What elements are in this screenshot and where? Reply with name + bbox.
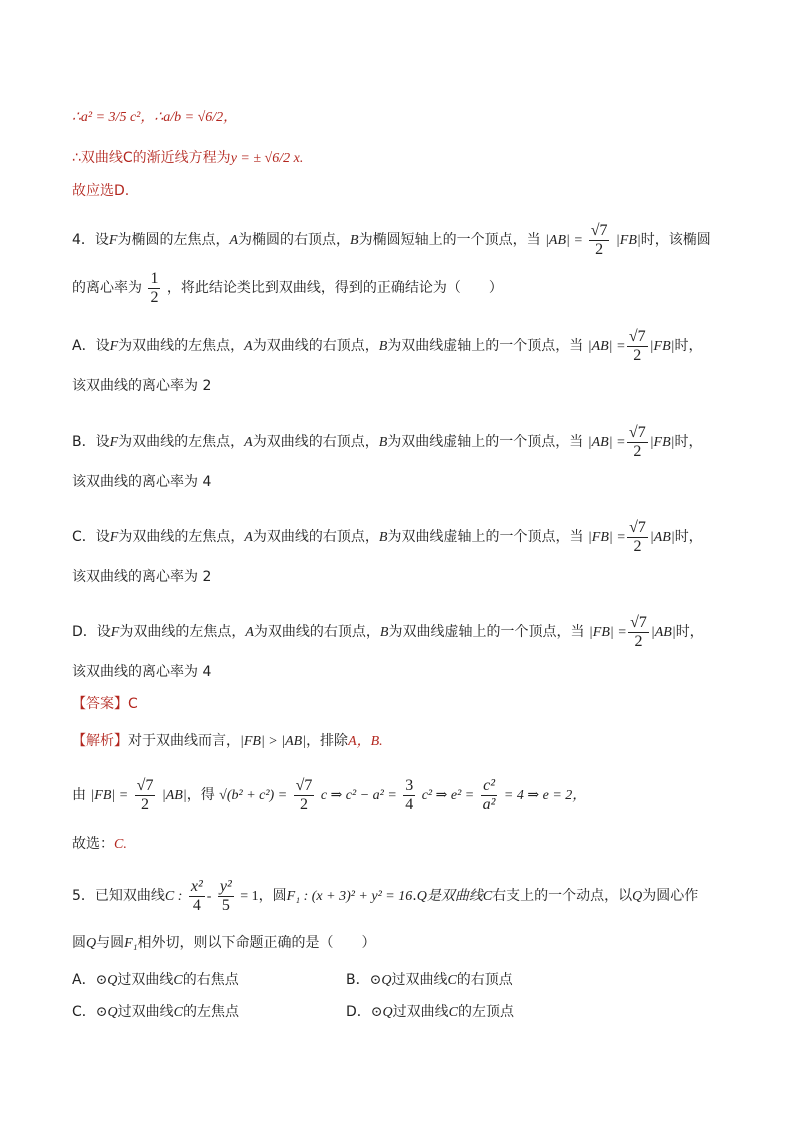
option-rhs: |FB| [649, 435, 675, 451]
q5-option-d[interactable] [346, 1002, 514, 1023]
q4-option-a-conclusion: 该双曲线的离心率为 2 [72, 378, 212, 394]
option-text: 过双曲线 [117, 972, 174, 988]
q4-stem-text: 为椭圆短轴上的一个顶点，当 [358, 232, 541, 249]
derive-lhs: |FB| = [90, 788, 129, 804]
option-label: B．设 [72, 434, 110, 451]
option-var-f: F [109, 530, 119, 546]
option-fraction-den: 2 [633, 442, 642, 460]
analysis-exclude-items: A，B. [348, 734, 383, 749]
option-fraction-num: √7 [629, 519, 646, 536]
q5-circle-eq: F₁ : (x + 3)² + y² = 16 [286, 889, 413, 905]
option-lhs: |AB| [587, 435, 613, 451]
option-fraction-den: 2 [633, 346, 642, 364]
option-rhs: |AB| [649, 530, 675, 546]
q4-option-c[interactable] [72, 519, 703, 555]
prev-solution-line2 [72, 148, 303, 169]
q4-derivation [72, 777, 586, 813]
option-fraction [627, 424, 648, 460]
q4-abs-fb: |FB| [615, 233, 641, 249]
q5-frac-x-num: x² [190, 878, 203, 895]
analysis-label: 【解析】 [72, 733, 128, 749]
q4-stem-text: ，将此结论类比到双曲线，得到的正确结论为（ ） [166, 280, 503, 297]
derive-frac3-num: 3 [405, 777, 414, 794]
option-fraction-num: √7 [628, 328, 646, 345]
q4-option-d[interactable] [72, 614, 704, 650]
q4-stem-line2 [72, 270, 503, 306]
q5-stem-text: Q是双曲线 [416, 889, 483, 905]
q5-var-c: C [482, 889, 493, 905]
option-tail: 时， [674, 529, 703, 546]
derive-get: ，得 [186, 787, 215, 804]
option-var-b: B [378, 530, 388, 546]
q4-stem-line1 [72, 222, 711, 258]
option-rhs: |FB| [649, 339, 675, 355]
derive-c2: c² ⇒ e² = [421, 788, 475, 804]
option-text: 过双曲线 [117, 1004, 174, 1020]
q4-number: 4．设 [72, 232, 109, 249]
option-label: D． [346, 1004, 371, 1020]
q5-option-b[interactable] [346, 970, 513, 991]
q5-stem-line2 [72, 933, 376, 954]
q4-half-num: 1 [150, 270, 159, 287]
conclusion-value: C. [114, 837, 127, 852]
option-fraction-num: √7 [628, 424, 646, 441]
option-text: 为双曲线的右顶点， [252, 529, 379, 546]
conclusion-label: 故选： [72, 836, 114, 852]
q5-minus: - [206, 889, 212, 905]
option-text: 为双曲线的左焦点， [118, 529, 245, 546]
option-text: 的右顶点 [456, 972, 513, 988]
prev-solution-line3: 故应选D. [72, 183, 130, 199]
q5-frac-y-den: 5 [221, 896, 230, 914]
option-var-b: B [378, 435, 388, 451]
derive-frac1-num: √7 [136, 777, 154, 794]
option-equals: = [618, 625, 627, 641]
option-fraction-den: 2 [633, 537, 642, 555]
q5-var-f1: F₁ [124, 936, 138, 951]
q5-option-c[interactable] [72, 1002, 239, 1023]
analysis-exclude: ，排除 [306, 733, 349, 749]
q5-stem-text: 右支上的一个动点，以 [492, 888, 633, 905]
option-var-c: C [448, 1005, 458, 1020]
prev-solution-asymptote-text: ∴双曲线C的渐近线方程为 [72, 150, 231, 166]
derive-frac2-den: 2 [300, 795, 309, 813]
option-text: 为双曲线虚轴上的一个顶点，当 [387, 529, 584, 546]
answer-label: 【答案】 [72, 696, 128, 712]
derive-frac2 [294, 777, 315, 813]
option-text: 为双曲线虚轴上的一个顶点，当 [387, 434, 584, 451]
q4-fraction-num: √7 [590, 222, 608, 239]
analysis-text: 对于双曲线而言， [128, 733, 240, 749]
q4-equals: = [574, 233, 583, 249]
option-equals: = [616, 339, 625, 355]
option-rhs: |AB| [650, 625, 676, 641]
option-tail: 时， [674, 434, 703, 451]
option-var-c: C [447, 973, 457, 988]
prev-solution-asymptote-math: y = ± √6/2 x. [230, 151, 304, 166]
q5-stem-text: 圆 [72, 935, 86, 951]
q5-stem-text: 相外切，则以下命题正确的是（ ） [137, 935, 376, 951]
derive-frac4 [481, 777, 498, 813]
q5-var-q: Q [86, 936, 97, 951]
option-var-f: F [110, 625, 120, 641]
q4-var-f: F [108, 233, 118, 249]
q4-option-a[interactable] [72, 328, 702, 364]
option-circle: ⊙Q [369, 973, 392, 988]
q5-eq1: = 1 [240, 889, 259, 905]
option-label: C．设 [72, 529, 110, 546]
derive-frac2-num: √7 [295, 777, 313, 794]
option-lhs: |FB| [587, 530, 613, 546]
option-fraction [627, 519, 648, 555]
option-text: 为双曲线的左焦点， [118, 338, 245, 355]
q4-abs-ab: |AB| [545, 233, 570, 249]
q4-stem-text: 为椭圆的左焦点， [117, 232, 230, 249]
q4-half-den: 2 [150, 288, 159, 306]
option-var-a: A [244, 339, 253, 355]
analysis-inequality: |FB| > |AB| [240, 734, 307, 749]
q5-var-q: Q [632, 889, 643, 905]
derive-c: c ⇒ c² − a² = [320, 788, 397, 804]
option-label: B． [346, 972, 370, 988]
q4-conclusion [72, 834, 127, 855]
option-circle: ⊙Q [370, 1005, 393, 1020]
option-text: 为双曲线的右顶点， [253, 624, 380, 641]
option-text: 为双曲线虚轴上的一个顶点，当 [387, 338, 584, 355]
option-fraction-den: 2 [634, 632, 643, 650]
option-var-b: B [378, 339, 388, 355]
derive-sqrt: √(b² + c²) = [219, 788, 288, 804]
q4-var-a: A [229, 233, 239, 249]
derive-frac4-num: c² [481, 777, 498, 796]
q4-half-fraction [148, 270, 160, 306]
derive-frac1-den: 2 [141, 795, 150, 813]
q5-curve: C : [164, 889, 183, 905]
option-circle: ⊙Q [95, 973, 118, 988]
option-text: 为双曲线的右顶点， [252, 338, 379, 355]
prev-solution-formula: ∴a² = 3/5 c²，∴a/b = √6/2， [72, 110, 238, 125]
q5-frac-x-den: 4 [192, 896, 201, 914]
option-text: 过双曲线 [392, 1004, 449, 1020]
q4-fraction [589, 222, 610, 258]
option-var-f: F [109, 435, 119, 451]
option-text: 为双曲线的左焦点， [118, 434, 245, 451]
option-label: A． [72, 972, 96, 988]
option-label: A．设 [72, 338, 110, 355]
q5-option-a[interactable] [72, 970, 239, 991]
derive-frac1 [135, 777, 156, 813]
option-tail: 时， [674, 338, 703, 355]
option-text: 过双曲线 [391, 972, 448, 988]
q4-option-c-conclusion: 该双曲线的离心率为 2 [72, 569, 212, 585]
q5-frac-y [218, 878, 234, 914]
q4-fraction-den: 2 [595, 240, 604, 258]
option-label: D．设 [72, 624, 111, 641]
derive-frac4-den: a² [482, 795, 496, 813]
option-var-c: C [173, 973, 183, 988]
option-equals: = [617, 435, 625, 451]
option-circle: ⊙Q [95, 1005, 118, 1020]
q5-frac-x [189, 878, 205, 914]
option-var-a: A [244, 530, 253, 546]
q5-stem-line1 [72, 878, 698, 914]
q4-stem-text: 为椭圆的右顶点， [238, 232, 351, 249]
option-fraction-num: √7 [630, 614, 647, 631]
option-text: 的右焦点 [182, 972, 239, 988]
derive-frac3-den: 4 [405, 795, 414, 813]
q4-option-b[interactable] [72, 424, 703, 460]
derive-end: = 4 ⇒ e = 2， [503, 788, 587, 804]
option-text: 的左焦点 [182, 1004, 239, 1020]
option-text: 的左顶点 [457, 1004, 514, 1020]
q5-stem-text: ，圆 [258, 888, 287, 905]
q4-stem-text: 的离心率为 [72, 280, 142, 297]
option-text: 为双曲线的右顶点， [252, 434, 379, 451]
q5-frac-y-num: y² [219, 878, 232, 895]
option-equals: = [617, 530, 626, 546]
option-text: 为双曲线的左焦点， [119, 624, 246, 641]
derive-abs: |AB| [161, 788, 187, 804]
q4-option-d-conclusion: 该双曲线的离心率为 4 [72, 664, 212, 680]
q5-stem-text: . [412, 888, 417, 905]
option-var-a: A [244, 435, 253, 451]
option-var-b: B [379, 625, 389, 641]
q5-stem-text: 与圆 [96, 935, 125, 951]
q5-stem-text: 为圆心作 [642, 888, 699, 905]
option-fraction [628, 614, 649, 650]
option-var-a: A [245, 625, 254, 641]
q4-analysis [72, 731, 383, 752]
option-var-f: F [109, 339, 119, 355]
option-lhs: |FB| [588, 625, 614, 641]
option-lhs: |AB| [587, 339, 613, 355]
prev-solution-line1 [72, 107, 237, 128]
q4-answer [72, 694, 138, 714]
option-text: 为双曲线虚轴上的一个顶点，当 [388, 624, 585, 641]
derive-frac3 [403, 777, 415, 813]
option-var-c: C [173, 1005, 183, 1020]
option-label: C． [72, 1004, 96, 1020]
answer-value: C [128, 696, 138, 712]
q5-number: 5．已知双曲线 [72, 888, 165, 905]
q4-option-b-conclusion: 该双曲线的离心率为 4 [72, 474, 212, 490]
option-tail: 时， [675, 624, 704, 641]
derive-prefix: 由 [72, 787, 86, 804]
option-fraction [627, 328, 648, 364]
q4-var-b: B [350, 233, 359, 249]
q4-stem-text: 时，该椭圆 [640, 232, 711, 249]
